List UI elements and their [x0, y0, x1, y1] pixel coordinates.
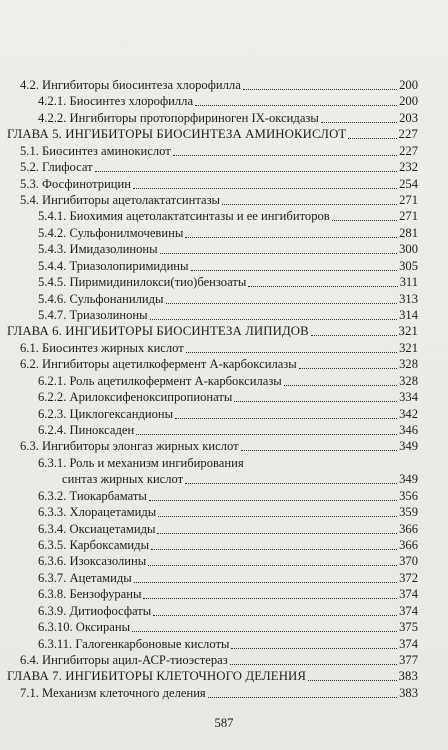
- toc-entry-title: 5.4.1. Биохимия ацетолактатсинтазы и ее ингибиторов: [38, 209, 330, 224]
- dot-leader: [222, 204, 397, 205]
- toc-entry-title: 5.4.7. Триазолиноны: [38, 308, 148, 323]
- toc-entry: [0, 570, 418, 586]
- toc-entry: [0, 586, 418, 602]
- dot-leader: [150, 319, 397, 320]
- toc-entry-page: 232: [399, 160, 418, 175]
- toc-entry-page: 349: [399, 472, 418, 487]
- toc-entry-title: 6.3.6. Изоксазолины: [38, 554, 147, 569]
- toc-entry-page: 305: [399, 258, 418, 273]
- toc-entry-title: 6.2.2. Арилоксифеноксипропионаты: [38, 390, 233, 405]
- dot-leader: [231, 648, 397, 649]
- dot-leader: [175, 418, 397, 419]
- toc-entry-page: 374: [399, 603, 418, 618]
- dot-leader: [332, 220, 397, 221]
- page-number: 587: [214, 716, 234, 730]
- toc-entry-page: 300: [399, 242, 418, 257]
- toc-entry-page: 314: [399, 308, 418, 323]
- toc-entry: [0, 537, 418, 553]
- toc-entry-title: 6.3.11. Галогенкарбоновые кислоты: [38, 636, 230, 651]
- toc-entry: [0, 373, 418, 389]
- toc-entry: [0, 553, 418, 569]
- toc-chapter-entry: [0, 323, 418, 339]
- toc-entry-title: 4.2. Ингибиторы биосинтеза хлорофилла: [20, 78, 241, 92]
- dot-leader: [95, 171, 397, 172]
- toc-entry-title: 4.2.1. Биосинтез хлорофилла: [38, 94, 194, 109]
- toc-entry-page: 313: [399, 291, 418, 306]
- dot-leader: [160, 253, 398, 254]
- toc-entry-title: 5.4.5. Пиримидинилокси(тио)бензоаты: [38, 275, 247, 290]
- dot-leader: [186, 352, 397, 353]
- toc-entry-page: 203: [399, 110, 418, 125]
- toc-entry-title: 5.1. Биосинтез аминокислот: [20, 143, 171, 158]
- toc-entry-title: ГЛАВА 5. ИНГИБИТОРЫ БИОСИНТЕЗА АМИНОКИСЛОТ: [7, 127, 347, 142]
- toc-entry-page: 281: [399, 225, 418, 240]
- dot-leader: [243, 89, 397, 90]
- toc-entry-page: 366: [399, 538, 418, 553]
- dot-leader: [158, 516, 397, 517]
- toc-entry-page: 271: [399, 193, 418, 207]
- dot-leader: [321, 122, 397, 123]
- toc-entry: [0, 307, 418, 323]
- dot-leader: [143, 598, 397, 599]
- toc-entry-page: 366: [399, 521, 418, 536]
- toc-entry-title: 6.3.4. Оксиацетамиды: [38, 521, 156, 536]
- dot-leader: [136, 434, 397, 435]
- toc-entry-title: 5.4.3. Имидазолиноны: [38, 242, 158, 257]
- toc-entry: [0, 438, 418, 454]
- toc-entry-title: 6.3.1. Роль и механизм ингибирования: [38, 455, 244, 470]
- toc-entry-title: 5.2. Глифосат: [20, 160, 93, 175]
- toc-entry-title: 6.2.3. Циклогександионы: [38, 406, 174, 421]
- dot-leader: [311, 335, 397, 336]
- toc-entry-title: 6.3.8. Бензофураны: [38, 587, 142, 602]
- toc-entry-page: 200: [399, 78, 418, 92]
- toc-entry-page: 254: [399, 176, 418, 191]
- toc-entry: [0, 422, 418, 438]
- dot-leader: [195, 105, 397, 106]
- toc-entry-page: 383: [399, 685, 418, 700]
- dot-leader: [185, 237, 397, 238]
- toc-entry: [0, 471, 418, 487]
- dot-leader: [299, 368, 397, 369]
- dot-leader: [234, 401, 397, 402]
- toc-entry-page: 374: [399, 636, 418, 651]
- dot-leader: [157, 533, 397, 534]
- toc-entry-title: 6.2. Ингибиторы ацетилкофермент А-карбоксилазы: [20, 357, 297, 372]
- toc-entry: [0, 619, 418, 635]
- toc-entry: [0, 274, 418, 290]
- dot-leader: [148, 565, 397, 566]
- dot-leader: [284, 385, 397, 386]
- toc-entry-page: 200: [399, 94, 418, 109]
- dot-leader: [308, 680, 396, 681]
- toc-entry: [0, 192, 418, 208]
- toc-entry: [0, 258, 418, 274]
- toc-entry-page: 227: [398, 127, 418, 142]
- toc-entry-page: 227: [399, 143, 418, 158]
- dot-leader: [191, 270, 398, 271]
- dot-leader: [173, 155, 397, 156]
- toc-entry: [0, 652, 418, 668]
- toc-entry-title: 6.3.2. Тиокарбаматы: [38, 488, 147, 503]
- toc-entry-page: 321: [398, 324, 418, 339]
- toc-entry-title: 6.3. Ингибиторы элонгаз жирных кислот: [20, 439, 239, 454]
- toc-entry: [0, 77, 418, 93]
- toc-entry-title: 4.2.2. Ингибиторы протопорфириноген IX-оксидазы: [38, 110, 319, 125]
- toc-entry-title: 6.3.5. Карбоксамиды: [38, 538, 150, 553]
- toc-entry: [0, 110, 418, 126]
- toc-entry-title: 6.3.9. Дитиофосфаты: [38, 603, 152, 618]
- dot-leader: [230, 664, 397, 665]
- toc-entry-title: ГЛАВА 6. ИНГИБИТОРЫ БИОСИНТЕЗА ЛИПИДОВ: [7, 324, 309, 339]
- toc-entry-title: 6.4. Ингибиторы ацил-АСР-тиоэстераз: [20, 653, 228, 668]
- dot-leader: [208, 697, 397, 698]
- toc-entry-page: 349: [399, 439, 418, 454]
- dot-leader: [151, 549, 397, 550]
- toc-entry: [0, 225, 418, 241]
- toc-chapter-entry: [0, 668, 418, 684]
- toc-entry: [0, 176, 418, 192]
- dot-leader: [149, 500, 397, 501]
- toc-entry-title: 5.4.6. Сульфонанилиды: [38, 291, 164, 306]
- toc-entry-page: 311: [399, 275, 418, 290]
- toc-entry-page: 321: [399, 340, 418, 355]
- toc-entry-page: 271: [399, 209, 418, 224]
- dot-leader: [132, 631, 397, 632]
- toc-entry-title: 6.3.3. Хлорацетамиды: [38, 505, 157, 520]
- toc-entry-page: 346: [399, 423, 418, 438]
- toc-entry-page: 375: [399, 620, 418, 635]
- toc-entry: [0, 488, 418, 504]
- toc-entry-title: 5.4. Ингибиторы ацетолактатсинтазы: [20, 193, 221, 207]
- toc-entry: [0, 636, 418, 652]
- toc-entry-page: 356: [399, 488, 418, 503]
- toc-entry-title: 5.4.2. Сульфонилмочевины: [38, 225, 184, 240]
- toc-entry-page: 372: [399, 570, 418, 585]
- toc-entry-page: 370: [399, 554, 418, 569]
- dot-leader: [185, 483, 397, 484]
- toc-entry-page: 342: [399, 406, 418, 421]
- toc-entry-page: 377: [399, 653, 418, 668]
- toc-entry: [0, 241, 418, 257]
- toc-entry-title: синтаз жирных кислот: [62, 472, 184, 487]
- toc-entry-title: 5.3. Фосфинотрицин: [20, 176, 132, 191]
- dot-leader: [133, 188, 397, 189]
- toc-entry: [0, 159, 418, 175]
- toc-entry: [0, 340, 418, 356]
- toc-entry-page: 359: [399, 505, 418, 520]
- dot-leader: [153, 615, 397, 616]
- toc-entry: [0, 455, 418, 471]
- toc-entry: [0, 685, 418, 701]
- toc-entry-page: 334: [399, 390, 418, 405]
- toc-entry: [0, 291, 418, 307]
- dot-leader: [248, 286, 397, 287]
- toc-entry-title: 5.4.4. Триазолопиримидины: [38, 258, 189, 273]
- toc-entry: [0, 356, 418, 372]
- toc-entry-title: 6.1. Биосинтез жирных кислот: [20, 340, 184, 355]
- dot-leader: [348, 138, 396, 139]
- toc-entry: [0, 521, 418, 537]
- toc-entry-title: 6.2.1. Роль ацетилкофермент А-карбоксилазы: [38, 373, 282, 388]
- dot-leader: [134, 582, 397, 583]
- toc-entry-title: 6.3.10. Оксираны: [38, 620, 131, 635]
- toc-entry-title: 6.3.7. Ацетамиды: [38, 570, 132, 585]
- toc-entry: [0, 603, 418, 619]
- toc-entry-title: 6.2.4. Пиноксаден: [38, 423, 135, 438]
- toc-entry-page: 383: [398, 669, 418, 684]
- toc-entry: [0, 504, 418, 520]
- toc-entry: [0, 93, 418, 109]
- dot-leader: [241, 450, 398, 451]
- toc-entry: [0, 143, 418, 159]
- toc-entry-title: 7.1. Механизм клеточного деления: [20, 685, 206, 700]
- toc-entry-page: 374: [399, 587, 418, 602]
- toc-chapter-entry: [0, 126, 418, 142]
- toc-entry: [0, 389, 418, 405]
- toc-entry: [0, 208, 418, 224]
- toc-entry: [0, 406, 418, 422]
- dot-leader: [166, 303, 398, 304]
- toc-entry-title: ГЛАВА 7. ИНГИБИТОРЫ КЛЕТОЧНОГО ДЕЛЕНИЯ: [7, 669, 307, 684]
- toc-entry-page: 328: [399, 373, 418, 388]
- toc-entry-page: 328: [399, 357, 418, 372]
